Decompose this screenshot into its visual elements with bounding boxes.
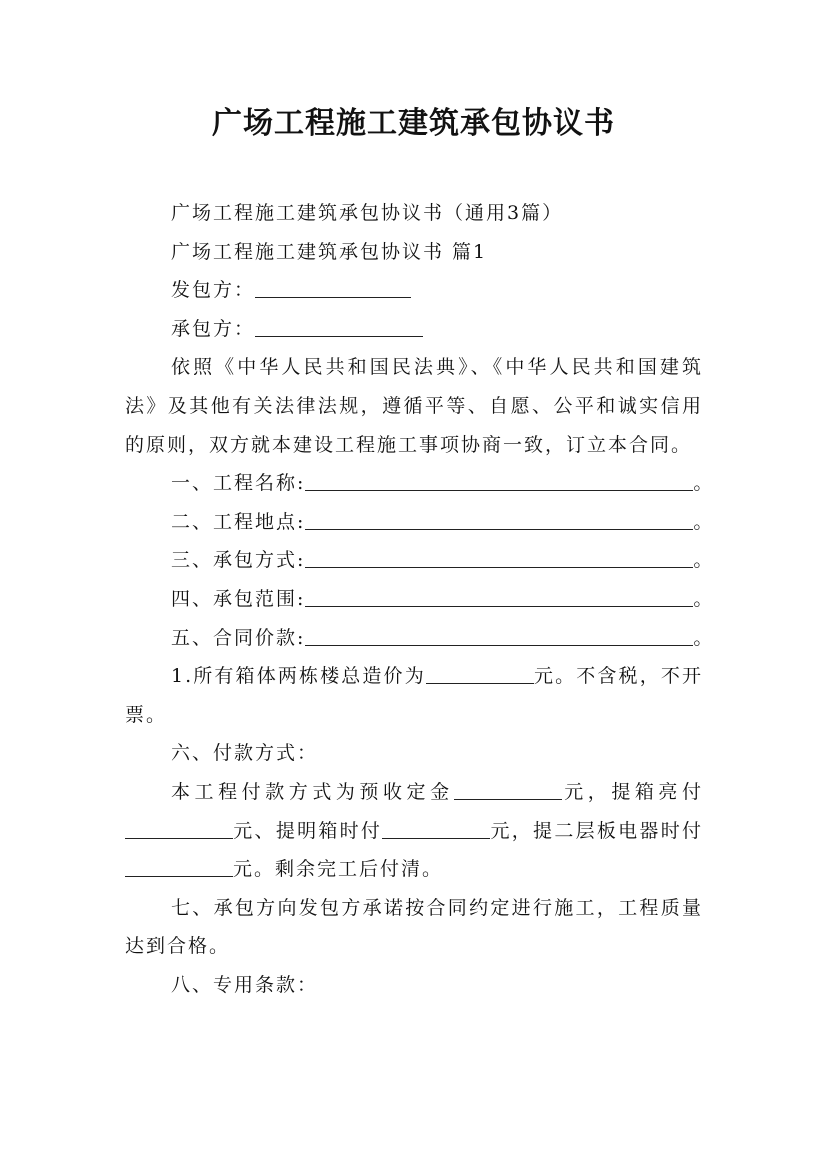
clause-seven: 七、承包方向发包方承诺按合同约定进行施工，工程质量达到合格。 bbox=[125, 896, 703, 958]
payment-blank bbox=[454, 780, 562, 800]
item-end: 。 bbox=[693, 626, 715, 649]
clause-eight: 八、专用条款： bbox=[171, 973, 319, 996]
payment-blank bbox=[125, 819, 233, 839]
party-b-label: 承包方： bbox=[171, 317, 256, 340]
payment-text: 本工程付款方式为预收定金 bbox=[171, 780, 454, 803]
item-blank bbox=[305, 471, 693, 491]
payment-blank bbox=[382, 819, 490, 839]
item-project-name bbox=[125, 464, 715, 503]
subtitle: 广场工程施工建筑承包协议书（通用3篇） bbox=[171, 202, 564, 224]
party-a-label: 发包方： bbox=[171, 279, 256, 302]
item-end: 。 bbox=[693, 472, 715, 495]
price-clause-text: 1.所有箱体两栋楼总造价为 bbox=[171, 665, 426, 688]
payment-text: 元，提箱亮付 bbox=[561, 780, 703, 803]
party-b-blank bbox=[255, 317, 423, 337]
price-clause bbox=[125, 657, 703, 734]
price-blank bbox=[426, 664, 534, 684]
payment-blank bbox=[125, 857, 233, 877]
item-contract-scope bbox=[125, 580, 715, 619]
item-blank bbox=[305, 510, 693, 530]
payment-text: 元、提明箱时付 bbox=[233, 819, 383, 842]
item-project-location bbox=[125, 503, 715, 542]
item-end: 。 bbox=[693, 587, 715, 610]
item-label: 三、承包方式: bbox=[171, 549, 306, 572]
item-contract-method bbox=[125, 541, 715, 580]
item-label: 一、工程名称: bbox=[171, 472, 306, 495]
item-blank bbox=[305, 587, 693, 607]
document-title: 广场工程施工建筑承包协议书 bbox=[212, 106, 615, 141]
item-end: 。 bbox=[693, 510, 715, 533]
payment-heading: 六、付款方式： bbox=[171, 742, 319, 765]
item-end: 。 bbox=[693, 549, 715, 572]
item-blank bbox=[305, 548, 693, 568]
item-label: 五、合同价款: bbox=[171, 626, 306, 649]
payment-text: 元。剩余完工后付清。 bbox=[233, 858, 444, 881]
document-body bbox=[125, 194, 715, 1004]
item-label: 二、工程地点: bbox=[171, 510, 306, 533]
item-blank bbox=[305, 626, 693, 646]
item-label: 四、承包范围: bbox=[171, 587, 306, 610]
price-clause-text-end: 元。不含税，不开票。 bbox=[125, 665, 703, 726]
section-heading: 广场工程施工建筑承包协议书 篇1 bbox=[171, 240, 488, 263]
party-a-line bbox=[125, 271, 703, 310]
party-a-blank bbox=[255, 278, 411, 298]
payment-paragraph bbox=[125, 773, 703, 889]
payment-text: 元，提二层板电器时付 bbox=[490, 819, 703, 842]
item-contract-price bbox=[125, 619, 715, 658]
party-b-line bbox=[125, 310, 703, 349]
intro-paragraph: 依照《中华人民共和国民法典》、《中华人民共和国建筑法》及其他有关法律法规，遵循平等、自愿、公平和诚实信用的原则，双方就本建设工程施工事项协商一致，订立本合同。 bbox=[125, 356, 703, 456]
